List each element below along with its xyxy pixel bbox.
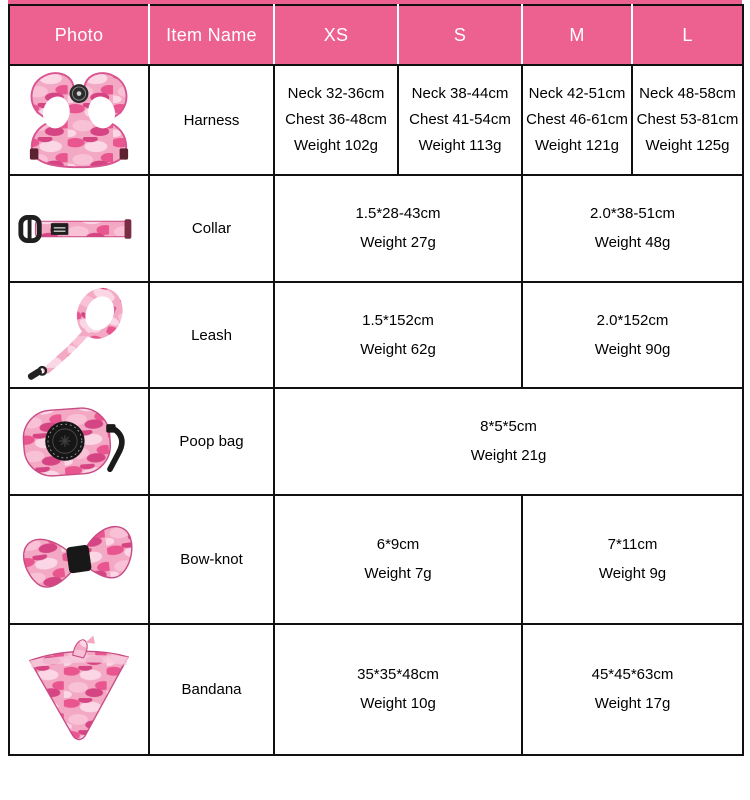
spec-bow-knot-xs-s xyxy=(274,495,522,624)
size-chart-table xyxy=(8,4,744,756)
spec-line: Neck 42-51cm xyxy=(528,85,626,102)
spec-line: Weight 27g xyxy=(360,234,436,251)
spec-line: Weight 48g xyxy=(594,234,671,251)
item-name-harness: Harness xyxy=(149,65,274,175)
item-name-bandana: Bandana xyxy=(149,624,274,755)
spec-line: 6*9cm xyxy=(376,536,420,553)
spec-line: Chest 46-61cm xyxy=(526,111,628,128)
spec-harness-xs xyxy=(274,65,398,175)
column-header-m: M xyxy=(522,5,632,65)
column-header-l: L xyxy=(632,5,743,65)
spec-line: Neck 38-44cm xyxy=(411,85,509,102)
table-row-bow-knot xyxy=(9,495,743,624)
table-row-harness xyxy=(9,65,743,175)
spec-line: Weight 90g xyxy=(594,340,671,358)
spec-line: Weight 113g xyxy=(418,137,502,154)
bow-knot-photo xyxy=(18,514,140,606)
spec-line: Chest 53-81cm xyxy=(636,111,739,128)
spec-line: Neck 32-36cm xyxy=(287,85,385,102)
spec-harness-l xyxy=(632,65,743,175)
photo-cell-bow-knot xyxy=(9,495,149,624)
spec-line: Weight 10g xyxy=(360,695,436,712)
harness-photo xyxy=(21,69,137,171)
item-name-collar: Collar xyxy=(149,175,274,282)
spec-line: Chest 41-54cm xyxy=(409,111,511,128)
spec-line: Weight 9g xyxy=(598,565,667,582)
spec-collar-m-l xyxy=(522,175,743,282)
spec-line: 35*35*48cm xyxy=(357,666,439,683)
spec-harness-m xyxy=(522,65,632,175)
photo-cell-harness xyxy=(9,65,149,175)
spec-harness-s xyxy=(398,65,522,175)
spec-line: Neck 48-58cm xyxy=(639,85,736,102)
item-name-poop-bag: Poop bag xyxy=(149,388,274,495)
item-name-leash: Leash xyxy=(149,282,274,388)
spec-line: 45*45*63cm xyxy=(591,666,674,683)
spec-line: Weight 17g xyxy=(594,695,671,712)
spec-leash-m-l xyxy=(522,282,743,388)
spec-line: 1.5*152cm xyxy=(362,311,434,329)
table-row-bandana xyxy=(9,624,743,755)
spec-line: 1.5*28-43cm xyxy=(355,205,441,222)
spec-poop-bag-all-sizes xyxy=(274,388,743,495)
leash-photo xyxy=(22,285,136,385)
table-row-collar xyxy=(9,175,743,282)
spec-bandana-m-l xyxy=(522,624,743,755)
column-header-item-name: Item Name xyxy=(149,5,274,65)
spec-line: Weight 102g xyxy=(294,137,378,154)
table-row-poop-bag xyxy=(9,388,743,495)
poop-bag-photo xyxy=(18,397,140,487)
size-chart xyxy=(8,0,742,756)
spec-bow-knot-m-l xyxy=(522,495,743,624)
spec-bandana-xs-s xyxy=(274,624,522,755)
spec-line: 2.0*152cm xyxy=(596,311,669,329)
photo-cell-poop-bag xyxy=(9,388,149,495)
item-name-bow-knot: Bow-knot xyxy=(149,495,274,624)
spec-collar-xs-s xyxy=(274,175,522,282)
photo-cell-collar xyxy=(9,175,149,282)
spec-line: Weight 62g xyxy=(360,340,436,358)
photo-cell-bandana xyxy=(9,624,149,755)
spec-line: Weight 125g xyxy=(645,137,730,154)
column-header-xs: XS xyxy=(274,5,398,65)
column-header-photo: Photo xyxy=(9,5,149,65)
bandana-photo xyxy=(21,630,137,750)
spec-line: Weight 7g xyxy=(364,565,432,582)
column-header-s: S xyxy=(398,5,522,65)
spec-line: Chest 36-48cm xyxy=(285,111,387,128)
spec-line: Weight 121g xyxy=(535,137,619,154)
table-row-leash xyxy=(9,282,743,388)
collar-photo xyxy=(16,208,142,250)
spec-line: 8*5*5cm xyxy=(480,418,537,435)
photo-cell-leash xyxy=(9,282,149,388)
spec-line: Weight 21g xyxy=(470,447,547,464)
spec-line: 7*11cm xyxy=(607,536,658,553)
spec-line: 2.0*38-51cm xyxy=(589,205,676,222)
spec-leash-xs-s xyxy=(274,282,522,388)
table-header-row xyxy=(9,5,743,65)
